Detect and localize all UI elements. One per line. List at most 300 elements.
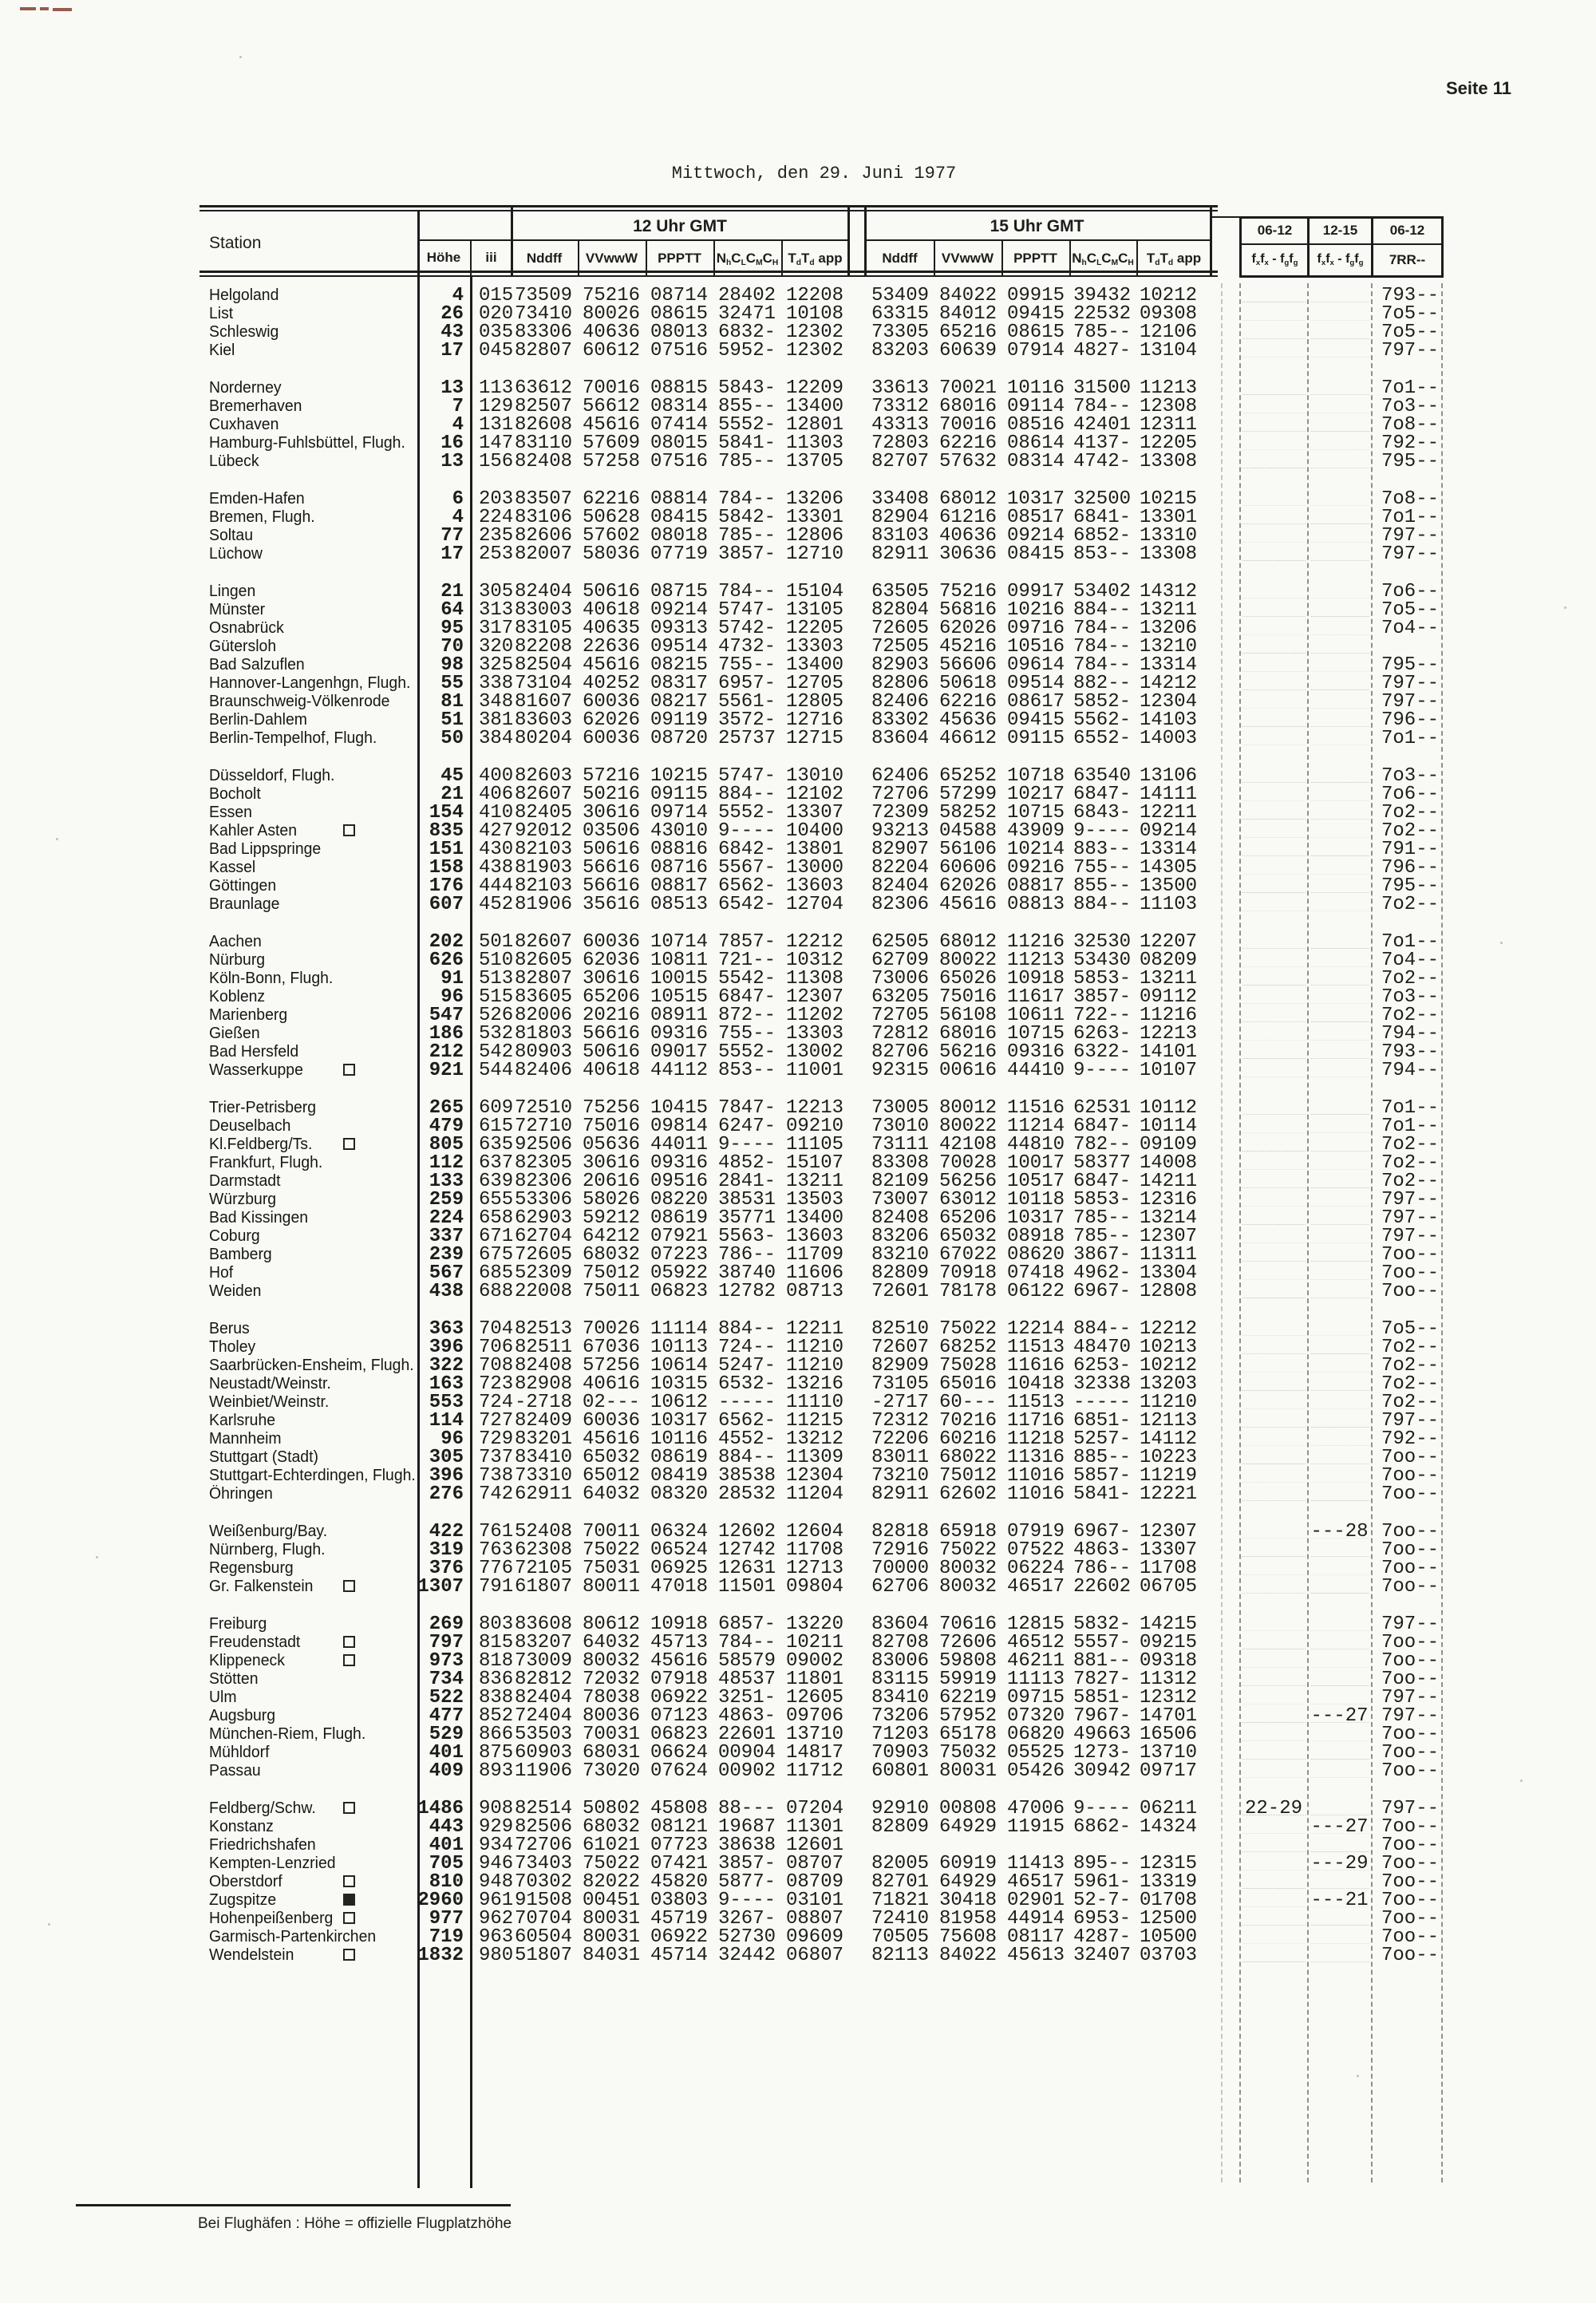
obs-12gmt-group: 82607: [515, 931, 573, 953]
obs-15gmt-group: 71821: [871, 1890, 930, 1911]
obs-15gmt-group: 09514: [1007, 673, 1065, 694]
station-name: Passau: [209, 1762, 261, 1780]
obs-15gmt-group: 10718: [1007, 765, 1065, 787]
obs-12gmt-group: 5747-: [718, 599, 776, 621]
scan-dash-artifact: [1242, 1685, 1306, 1686]
station-height: 547: [429, 1005, 464, 1026]
obs-15gmt-group: 881--: [1073, 1650, 1132, 1672]
obs-15gmt-group: 10107: [1140, 1060, 1198, 1081]
station-id: 761: [479, 1521, 514, 1543]
scan-dash-artifact: [1311, 1187, 1369, 1188]
station-id: 866: [479, 1724, 514, 1745]
scan-dash-artifact: [1242, 505, 1306, 506]
precip-06-12-value: 7oo--: [1381, 1576, 1440, 1598]
station-height: 337: [429, 1226, 464, 1247]
scan-dash-artifact: [1311, 819, 1369, 820]
obs-12gmt-group: 07921: [650, 1226, 709, 1247]
obs-15gmt-group: 13307: [1140, 1539, 1198, 1561]
station-id: 727: [479, 1410, 514, 1432]
obs-15gmt-group: 82408: [871, 1207, 930, 1229]
table-row: [0, 1448, 1596, 1467]
obs-15gmt-group: 884--: [1073, 599, 1132, 621]
obs-12gmt-group: 78038: [583, 1687, 641, 1708]
obs-15gmt-group: 32407: [1073, 1945, 1132, 1966]
obs-15gmt-group: 885--: [1073, 1447, 1132, 1468]
obs-12gmt-group: 81906: [515, 894, 573, 915]
station-id: 384: [479, 728, 514, 749]
station-height: 224: [429, 1207, 464, 1229]
precip-06-12-value: 7o3--: [1381, 765, 1440, 787]
obs-15gmt-group: 10215: [1140, 488, 1198, 510]
obs-15gmt-group: 6847-: [1073, 784, 1132, 805]
station-name: Mühldorf: [209, 1744, 270, 1761]
obs-15gmt-group: 9----: [1073, 1060, 1132, 1081]
precip-06-12-value: 797--: [1381, 1410, 1440, 1432]
scan-dash-artifact: [1311, 1003, 1369, 1004]
obs-12gmt-group: 82405: [515, 802, 573, 824]
obs-12gmt-group: 73310: [515, 1465, 573, 1487]
station-id: 113: [479, 377, 514, 399]
obs-12gmt-group: 11501: [718, 1576, 776, 1598]
obs-12gmt-group: 724--: [718, 1337, 776, 1358]
precip-06-12-value: 792--: [1381, 1428, 1440, 1450]
obs-12gmt-group: 62308: [515, 1539, 573, 1561]
station-id: 609: [479, 1097, 514, 1119]
scan-dash-artifact: [1311, 1667, 1369, 1668]
obs-12gmt-group: 10108: [786, 303, 844, 325]
obs-12gmt-group: 06807: [786, 1945, 844, 1966]
station-id: 708: [479, 1355, 514, 1377]
open-square-icon: [343, 1875, 355, 1887]
scan-dash-artifact: [1242, 1003, 1306, 1004]
obs-12gmt-group: 64032: [583, 1632, 641, 1653]
scan-dash-artifact: [1242, 1353, 1306, 1354]
obs-15gmt-group: 65032: [939, 1226, 998, 1247]
obs-12gmt-group: 10918: [650, 1614, 709, 1635]
obs-15gmt-group: 73007: [871, 1189, 930, 1211]
obs-15gmt-group: 75012: [939, 1465, 998, 1487]
precip-06-12-value: 792--: [1381, 433, 1440, 454]
obs-12gmt-group: 05636: [583, 1134, 641, 1155]
obs-12gmt-group: 12601: [786, 1835, 844, 1856]
obs-12gmt-group: 68032: [583, 1244, 641, 1266]
obs-12gmt-group: 08720: [650, 728, 709, 749]
station-name: Hamburg-Fuhlsbüttel, Flugh.: [209, 434, 405, 452]
scan-dash-artifact: [1311, 542, 1369, 543]
obs-15gmt-group: 50618: [939, 673, 998, 694]
obs-12gmt-group: 30616: [583, 802, 641, 824]
obs-15gmt-group: 883--: [1073, 839, 1132, 860]
obs-12gmt-group: 12631: [718, 1558, 776, 1579]
obs-12gmt-group: 70031: [583, 1724, 641, 1745]
obs-15gmt-group: 72505: [871, 636, 930, 658]
obs-12gmt-group: 52309: [515, 1262, 573, 1284]
table-row: [0, 379, 1596, 397]
obs-12gmt-group: 60036: [583, 728, 641, 749]
station-name: Schleswig: [209, 323, 279, 341]
station-height: 553: [429, 1392, 464, 1413]
obs-15gmt-group: 72312: [871, 1410, 930, 1432]
scan-dash-artifact: [1242, 320, 1306, 321]
obs-12gmt-group: 10714: [650, 931, 709, 953]
obs-12gmt-group: 785--: [718, 525, 776, 547]
table-row: [0, 1357, 1596, 1375]
obs-15gmt-group: 80012: [939, 1097, 998, 1119]
obs-12gmt-group: 11105: [786, 1134, 844, 1155]
obs-15gmt-group: 6862-: [1073, 1816, 1132, 1838]
scan-dash-artifact: [1242, 1538, 1306, 1539]
obs-12gmt-group: 82305: [515, 1152, 573, 1174]
obs-15gmt-group: 33408: [871, 488, 930, 510]
obs-12gmt-group: 08015: [650, 433, 709, 454]
obs-15gmt-group: 00616: [939, 1060, 998, 1081]
obs-12gmt-group: 9----: [718, 1134, 776, 1155]
scan-dash-artifact: [1242, 1740, 1306, 1741]
obs-15gmt-group: 07919: [1007, 1521, 1065, 1543]
precip-06-12-value: 7o6--: [1381, 581, 1440, 602]
obs-12gmt-group: 10015: [650, 968, 709, 990]
obs-12gmt-group: 38531: [718, 1189, 776, 1211]
obs-15gmt-group: 853--: [1073, 543, 1132, 565]
obs-15gmt-group: 68022: [939, 1447, 998, 1468]
obs-15gmt-group: 06122: [1007, 1281, 1065, 1302]
station-name: Stuttgart (Stadt): [209, 1448, 318, 1466]
obs-12gmt-group: 83603: [515, 709, 573, 731]
scan-dash-artifact: [1242, 1925, 1306, 1926]
obs-15gmt-group: 10114: [1140, 1116, 1198, 1137]
station-id: 723: [479, 1373, 514, 1395]
scan-dash-artifact: [1311, 1224, 1369, 1225]
obs-12gmt-group: 11202: [786, 1005, 844, 1026]
obs-12gmt-group: 13220: [786, 1614, 844, 1635]
obs-15gmt-group: 73210: [871, 1465, 930, 1487]
station-height: 2960: [417, 1890, 464, 1911]
obs-15gmt-group: 10611: [1007, 1005, 1065, 1026]
precip-06-12-value: 7oo--: [1381, 1632, 1440, 1653]
table-row: [0, 1910, 1596, 1928]
station-name: Gießen: [209, 1025, 260, 1042]
obs-15gmt-group: 13214: [1140, 1207, 1198, 1229]
obs-12gmt-group: 80903: [515, 1041, 573, 1063]
obs-15gmt-group: 09917: [1007, 581, 1065, 602]
obs-15gmt-group: 71203: [871, 1724, 930, 1745]
station-name: Nürburg: [209, 951, 266, 969]
station-id: 406: [479, 784, 514, 805]
table-row: [0, 1559, 1596, 1578]
obs-15gmt-group: 62219: [939, 1687, 998, 1708]
obs-12gmt-group: 08715: [650, 581, 709, 602]
scan-dash-artifact: [1242, 1593, 1306, 1594]
table-row: [0, 1799, 1596, 1818]
precip-06-12-value: 797--: [1381, 1798, 1440, 1819]
obs-15gmt-group: 56606: [939, 654, 998, 676]
obs-12gmt-group: 03803: [650, 1890, 709, 1911]
obs-12gmt-group: 07204: [786, 1798, 844, 1819]
obs-15gmt-group: 63012: [939, 1189, 998, 1211]
station-name: Kahler Asten: [209, 822, 298, 839]
scan-dash-artifact: [1242, 1500, 1306, 1501]
obs-15gmt-group: 13203: [1140, 1373, 1198, 1395]
obs-15gmt-group: 80031: [939, 1760, 998, 1782]
obs-15gmt-group: 11216: [1007, 931, 1065, 953]
scan-dash-artifact: [1242, 1777, 1306, 1778]
obs-12gmt-group: 58036: [583, 543, 641, 565]
obs-12gmt-group: 13705: [786, 451, 844, 472]
table-row: [0, 1320, 1596, 1338]
obs-15gmt-group: 09415: [1007, 303, 1065, 325]
obs-12gmt-group: 75022: [583, 1853, 641, 1874]
station-id: 615: [479, 1116, 514, 1137]
obs-15gmt-group: 11113: [1007, 1669, 1065, 1690]
obs-12gmt-group: 82807: [515, 340, 573, 361]
obs-15gmt-group: 82809: [871, 1816, 930, 1838]
station-id: 688: [479, 1281, 514, 1302]
obs-12gmt-group: 82208: [515, 636, 573, 658]
table-row: [0, 1670, 1596, 1689]
obs-15gmt-group: 64929: [939, 1816, 998, 1838]
obs-15gmt-group: 72705: [871, 1005, 930, 1026]
station-name: Lüchow: [209, 545, 263, 563]
station-id: 427: [479, 820, 514, 842]
obs-15gmt-group: 82510: [871, 1318, 930, 1340]
obs-12gmt-group: 07123: [650, 1705, 709, 1727]
precip-06-12-value: 7oo--: [1381, 1521, 1440, 1543]
table-row: [0, 1855, 1596, 1873]
scan-dash-artifact: [1311, 1151, 1369, 1152]
obs-12gmt-group: 20616: [583, 1171, 641, 1192]
station-id: 655: [479, 1189, 514, 1211]
obs-12gmt-group: 5747-: [718, 765, 776, 787]
precip-06-12-value: 7oo--: [1381, 1669, 1440, 1690]
obs-15gmt-group: 60801: [871, 1760, 930, 1782]
obs-12gmt-group: 09804: [786, 1576, 844, 1598]
obs-15gmt-group: 12212: [1140, 1318, 1198, 1340]
obs-12gmt-group: 07918: [650, 1669, 709, 1690]
header-bottom-rule-2: [200, 275, 1218, 277]
table-row: [0, 895, 1596, 914]
obs-15gmt-group: 56216: [939, 1041, 998, 1063]
obs-12gmt-group: 83410: [515, 1447, 573, 1468]
precip-06-12-value: 7o2--: [1381, 1337, 1440, 1358]
station-height: 13: [440, 451, 464, 472]
table-row: [0, 1043, 1596, 1061]
obs-12gmt-group: 872--: [718, 1005, 776, 1026]
obs-15gmt-group: 11617: [1007, 986, 1065, 1008]
obs-12gmt-group: 5567-: [718, 857, 776, 879]
scan-dash-artifact: [1311, 394, 1369, 395]
obs-12gmt-group: 73104: [515, 673, 573, 694]
station-id: 803: [479, 1614, 514, 1635]
precip-06-12-value: 7oo--: [1381, 1760, 1440, 1782]
obs-12gmt-group: 62036: [583, 950, 641, 971]
obs-12gmt-group: 60036: [583, 691, 641, 713]
station-name: Kiel: [209, 342, 235, 359]
obs-15gmt-group: 47006: [1007, 1798, 1065, 1819]
station-id: 776: [479, 1558, 514, 1579]
obs-15gmt-group: 12500: [1140, 1908, 1198, 1930]
precip-06-12-value: 795--: [1381, 654, 1440, 676]
obs-15gmt-group: 11213: [1007, 950, 1065, 971]
obs-12gmt-group: 45808: [650, 1798, 709, 1819]
obs-12gmt-group: 60504: [515, 1926, 573, 1948]
scan-dash-artifact: [1311, 1740, 1369, 1741]
obs-15gmt-group: 14111: [1140, 784, 1198, 805]
obs-12gmt-group: 12782: [718, 1281, 776, 1302]
table-row: [0, 1375, 1596, 1393]
station-height: 522: [429, 1687, 464, 1708]
precip-06-12-value: 7oo--: [1381, 1262, 1440, 1284]
station-id: 381: [479, 709, 514, 731]
column-header-station: Station: [209, 234, 262, 252]
station-height: 64: [440, 599, 464, 621]
station-id: 526: [479, 1005, 514, 1026]
obs-12gmt-group: 47018: [650, 1576, 709, 1598]
obs-12gmt-group: 9----: [718, 820, 776, 842]
station-id: 675: [479, 1244, 514, 1266]
column-header-hoehe: Höhe: [426, 250, 461, 265]
obs-15gmt-group: 73105: [871, 1373, 930, 1395]
station-id: 742: [479, 1483, 514, 1505]
obs-15gmt-group: 70028: [939, 1152, 998, 1174]
obs-12gmt-group: 12307: [786, 986, 844, 1008]
obs-12gmt-group: 56616: [583, 857, 641, 879]
obs-15gmt-group: 855--: [1073, 875, 1132, 897]
obs-12gmt-group: 45719: [650, 1908, 709, 1930]
station-id: 658: [479, 1207, 514, 1229]
station-name: Freudenstadt: [209, 1633, 301, 1651]
obs-12gmt-group: 10515: [650, 986, 709, 1008]
obs-15gmt-group: 60---: [939, 1392, 998, 1413]
column-header-fxfx-2: fxfx - fgfg: [1317, 252, 1364, 268]
obs-12gmt-group: 40635: [583, 618, 641, 639]
scan-dash-artifact: [1311, 1114, 1369, 1115]
obs-12gmt-group: 72105: [515, 1558, 573, 1579]
precip-06-12-value: 797--: [1381, 1189, 1440, 1211]
station-id: 791: [479, 1576, 514, 1598]
table-row: [0, 1412, 1596, 1430]
obs-12gmt-group: 82006: [515, 1005, 573, 1026]
obs-15gmt-group: 13304: [1140, 1262, 1198, 1284]
precip-06-12-value: 7oo--: [1381, 1465, 1440, 1487]
obs-15gmt-group: 78178: [939, 1281, 998, 1302]
table-row: [0, 1430, 1596, 1448]
obs-15gmt-group: 784--: [1073, 654, 1132, 676]
station-id: 444: [479, 875, 514, 897]
scan-dash-artifact: [1311, 1704, 1369, 1705]
obs-12gmt-group: 38638: [718, 1835, 776, 1856]
obs-12gmt-group: 45616: [583, 1428, 641, 1450]
obs-15gmt-group: 13710: [1140, 1742, 1198, 1764]
station-name: Zugspitze: [209, 1891, 277, 1909]
open-square-icon: [343, 1636, 355, 1648]
obs-15gmt-group: 09114: [1007, 396, 1065, 417]
table-row: [0, 1725, 1596, 1744]
obs-12gmt-group: 3857-: [718, 1853, 776, 1874]
obs-12gmt-group: 6562-: [718, 875, 776, 897]
obs-12gmt-group: 784--: [718, 581, 776, 602]
obs-12gmt-group: -----: [718, 1392, 776, 1413]
station-height: 1832: [417, 1945, 464, 1966]
obs-15gmt-group: 09715: [1007, 1687, 1065, 1708]
obs-15gmt-group: 13206: [1140, 618, 1198, 639]
scan-dash-artifact: [1242, 542, 1306, 543]
obs-15gmt-group: 72812: [871, 1023, 930, 1045]
obs-15gmt-group: 84012: [939, 303, 998, 325]
obs-12gmt-group: 56616: [583, 1023, 641, 1045]
scan-dash-artifact: [1242, 338, 1306, 339]
obs-15gmt-group: 9----: [1073, 820, 1132, 842]
station-id: 980: [479, 1945, 514, 1966]
station-height: 567: [429, 1262, 464, 1284]
obs-15gmt-group: 6851-: [1073, 1410, 1132, 1432]
obs-15gmt-group: 785--: [1073, 1207, 1132, 1229]
obs-15gmt-group: 70016: [939, 414, 998, 436]
obs-12gmt-group: 65012: [583, 1465, 641, 1487]
obs-12gmt-group: 92012: [515, 820, 573, 842]
obs-15gmt-group: 10212: [1140, 1355, 1198, 1377]
station-id: 045: [479, 340, 514, 361]
obs-12gmt-group: 75256: [583, 1097, 641, 1119]
precip-06-12-value: 7o2--: [1381, 968, 1440, 990]
obs-12gmt-group: 82812: [515, 1669, 573, 1690]
obs-15gmt-group: 93213: [871, 820, 930, 842]
precip-06-12-value: 7oo--: [1381, 1650, 1440, 1672]
station-height: 51: [440, 709, 464, 731]
obs-15gmt-group: 11316: [1007, 1447, 1065, 1468]
station-name: Aachen: [209, 933, 262, 950]
obs-15gmt-group: 72706: [871, 784, 930, 805]
scan-speck: [1564, 606, 1566, 609]
obs-12gmt-group: 82103: [515, 875, 573, 897]
precip-06-12-value: 795--: [1381, 875, 1440, 897]
station-height: 212: [429, 1041, 464, 1063]
obs-15gmt-group: 46517: [1007, 1576, 1065, 1598]
station-name: Cuxhaven: [209, 416, 279, 433]
obs-12gmt-group: 6247-: [718, 1116, 776, 1137]
obs-15gmt-group: 16506: [1140, 1724, 1198, 1745]
obs-12gmt-group: 884--: [718, 784, 776, 805]
obs-15gmt-group: 62505: [871, 931, 930, 953]
obs-12gmt-group: 06823: [650, 1281, 709, 1302]
station-name: Wendelstein: [209, 1946, 294, 1964]
obs-12gmt-group: 80032: [583, 1650, 641, 1672]
obs-12gmt-group: 13801: [786, 839, 844, 860]
scan-dash-artifact: [1242, 1574, 1306, 1575]
scan-dash-artifact: [1242, 1076, 1306, 1077]
station-height: 43: [440, 322, 464, 343]
obs-15gmt-group: 84022: [939, 285, 998, 306]
scan-dash-artifact: [1242, 523, 1306, 524]
scan-dash-artifact: [1242, 1667, 1306, 1668]
obs-15gmt-group: 68016: [939, 1023, 998, 1045]
station-name: Wasserkuppe: [209, 1061, 303, 1079]
obs-12gmt-group: 08018: [650, 525, 709, 547]
station-id: 501: [479, 931, 514, 953]
obs-15gmt-group: 10517: [1007, 1171, 1065, 1192]
obs-15gmt-group: 10715: [1007, 1023, 1065, 1045]
obs-15gmt-group: 09415: [1007, 709, 1065, 731]
station-id: 639: [479, 1171, 514, 1192]
obs-12gmt-group: 82605: [515, 950, 573, 971]
scan-dash-artifact: [1242, 800, 1306, 801]
station-height: 810: [429, 1871, 464, 1893]
scan-dash-artifact: [1311, 1574, 1369, 1575]
station-id: 515: [479, 986, 514, 1008]
obs-12gmt-group: 28532: [718, 1483, 776, 1505]
obs-15gmt-group: 11016: [1007, 1465, 1065, 1487]
obs-12gmt-group: 06922: [650, 1687, 709, 1708]
obs-12gmt-group: 53503: [515, 1724, 573, 1745]
